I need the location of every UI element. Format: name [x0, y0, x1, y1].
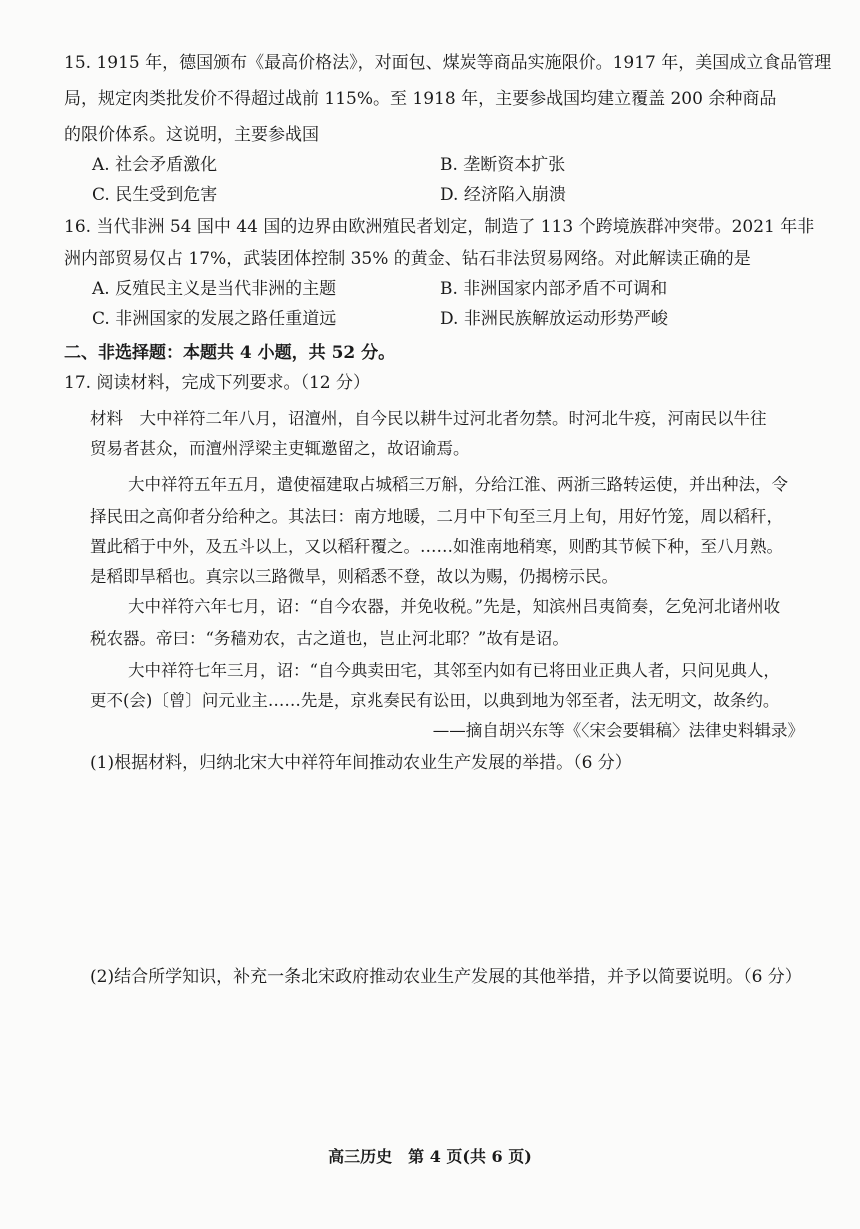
page-footer: 高三历史 第 4 页(共 6 页): [328, 1147, 532, 1166]
q16-option-c: C. 非洲国家的发展之路任重道远: [92, 309, 337, 329]
q17-answer-space-2: [64, 1000, 804, 1130]
q15-option-c: C. 民生受到危害: [92, 185, 218, 205]
q16-option-a: A. 反殖民主义是当代非洲的主题: [92, 279, 337, 299]
q17-material-source: ——摘自胡兴东等《〈宋会要辑稿〉法律史料辑录》: [432, 721, 804, 740]
q17-subquestion-1: (1)根据材料，归纳北宋大中祥符年间推动农业生产发展的举措。（6 分）: [90, 753, 632, 773]
q17-material-p1-line-1: 材料 大中祥符二年八月，诏澶州，自今民以耕牛过河北者勿禁。时河北牛疫，河南民以牛往: [90, 409, 767, 428]
q17-material-p2-line-3: 置此稻于中外，及五斗以上，又以稻秆覆之。……如淮南地稍寒，则酌其节候下种，至八月熟。: [90, 537, 783, 556]
q15-stem-line-2: 局，规定肉类批发价不得超过战前 115%。至 1918 年，主要参战国均建立覆盖 200 余种商品: [64, 89, 777, 109]
q16-stem-line-1: 16. 当代非洲 54 国中 44 国的边界由欧洲殖民者划定，制造了 113 个跨境族群冲突带。2021 年非: [64, 217, 815, 237]
q15-stem-line-1: 15. 1915 年，德国颁布《最高价格法》，对面包、煤炭等商品实施限价。1917 年，美国成立食品管理: [64, 53, 832, 73]
q17-material-p2-line-4: 是稻即旱稻也。真宗以三路微旱，则稻悉不登，故以为赐，仍揭榜示民。: [90, 567, 618, 586]
q17-material-p3-line-1: 大中祥符六年七月，诏：“自今农器，并免收税。”先是，知滨州吕夷简奏，乞免河北诸州收: [128, 597, 781, 616]
q17-answer-space-1: [64, 786, 804, 950]
section-2-title: 二、非选择题：本题共 4 小题，共 52 分。: [64, 343, 396, 363]
q17-material-p2-line-2: 择民田之高仰者分给种之。其法曰：南方地暖，二月中下旬至三月上旬，用好竹笼，周以稻秆，: [90, 507, 783, 526]
q17-material-p2-line-1: 大中祥符五年五月，遣使福建取占城稻三万斛，分给江淮、两浙三路转运使，并出种法，令: [128, 475, 788, 494]
q17-material-p1-line-2: 贸易者甚众，而澶州浮梁主吏辄邀留之，故诏谕焉。: [90, 439, 470, 458]
q17-material-p4-line-1: 大中祥符七年三月，诏：“自今典卖田宅，其邻至内如有已将田业正典人者，只问见典人，: [128, 661, 780, 680]
q16-option-b: B. 非洲国家内部矛盾不可调和: [440, 279, 668, 299]
q17-stem: 17. 阅读材料，完成下列要求。（12 分）: [64, 373, 370, 393]
q17-material-p3-line-2: 税农器。帝曰：“务穑劝农，古之道也，岂止河北耶？”故有是诏。: [90, 629, 569, 648]
q15-option-a: A. 社会矛盾激化: [92, 155, 218, 175]
q16-stem-line-2: 洲内部贸易仅占 17%，武装团体控制 35% 的黄金、钻石非法贸易网络。对此解读正确的是: [64, 249, 751, 269]
q15-option-b: B. 垄断资本扩张: [440, 155, 566, 175]
q16-option-d: D. 非洲民族解放运动形势严峻: [440, 309, 668, 329]
q17-material-p4-line-2: 更不(会)〔曾〕问元业主……先是，京兆奏民有讼田，以典到地为邻至者，法无明文，故条约。: [90, 691, 780, 710]
q15-stem-line-3: 的限价体系。这说明，主要参战国: [64, 125, 319, 145]
q15-option-d: D. 经济陷入崩溃: [440, 185, 566, 205]
q17-subquestion-2: (2)结合所学知识，补充一条北宋政府推动农业生产发展的其他举措，并予以简要说明。（6 分）: [90, 967, 802, 987]
